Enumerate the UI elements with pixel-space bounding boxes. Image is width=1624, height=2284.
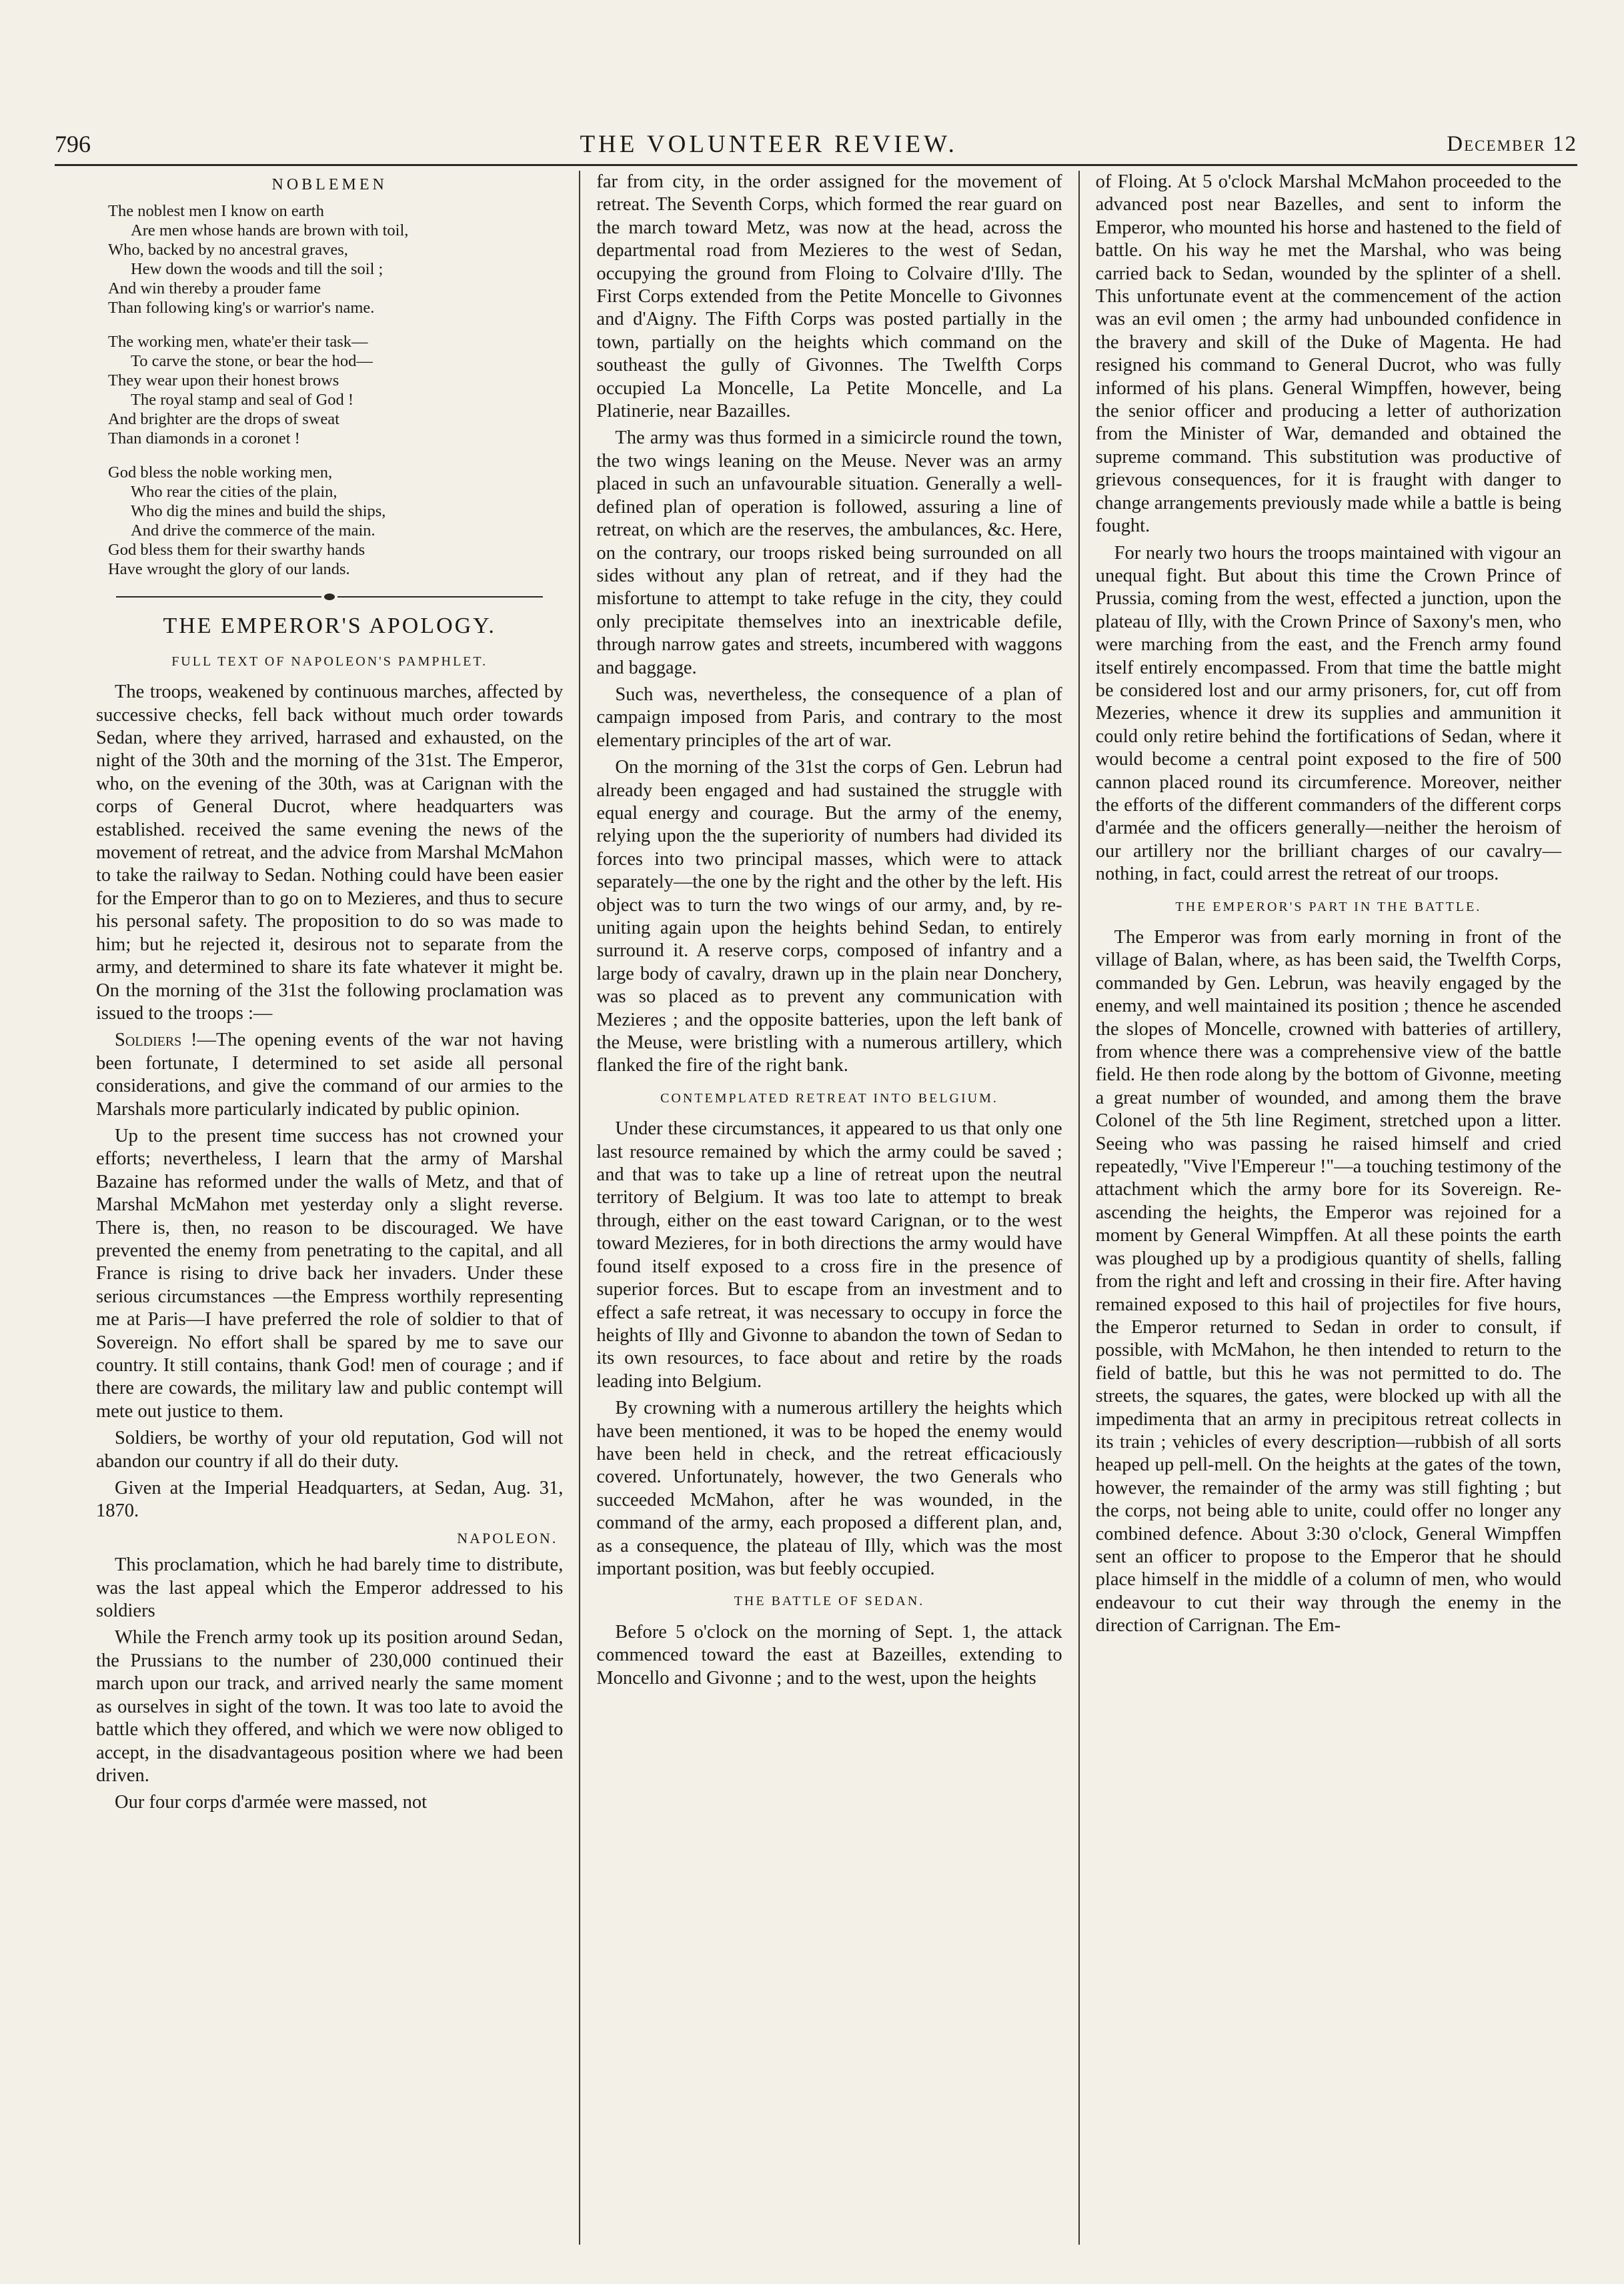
paragraph: This proclamation, which he had barely time to distribute, was the last appeal which the Emperor addressed to his soldiers <box>96 1554 564 1622</box>
paragraph: For nearly two hours the troops maintained with vigour an unequal fight. But about this time the Crown Prince of Prussia, coming from the west, effected a junction, upon the plateau of Illy, with the Crown Prince of Saxony's men, who were marching from the east, and the French army found itself entirely encompassed. From that time the battle might be considered lost and our army prisoners, for, cut off from Mezeries, whence it drew its supplies and ammunition it could only retire behind the fortifications of Sedan, where it would become a central point exposed to the fire of 500 cannon placed round its circumference. Moreover, neither the efforts of the different commanders of the different corps d'armée and the officers generally—neither the heroism of our artillery nor the brilliant charges of our cavalry—nothing, in fact, could arrest the retreat of our troops. <box>1095 542 1561 885</box>
section-heading: THE EMPEROR'S PART IN THE BATTLE. <box>1175 899 1482 914</box>
paragraph: Our four corps d'armée were massed, not <box>115 1792 428 1813</box>
poem-stanza <box>108 201 563 317</box>
paragraph: The army was thus formed in a simicircle round the town, the two wings leaning on the Meuse. Never was an army placed in such an unfavourable situation. Generally a well-defined plan of operation is followed, assuring a line of retreat, on which are the reserves, the ambulances, &c. Here, on the contrary, our troops risked being surrounded on all sides without any plan of retreat, and if they had the misfortune to attempt to take refuge in the city, they could only precipitate themselves into an inextricable defile, through narrow gates and streets, incumbered with waggons and baggage. <box>596 427 1062 678</box>
column-2 <box>579 171 1078 2245</box>
poem-line: The noblest men I know on earth <box>108 202 324 221</box>
paragraph: While the French army took up its position around Sedan, the Prussians to the number of 230,000 continued their march upon our track, and arrived nearly the same moment as ourselves in sight of the town. It was too late to avoid the battle which they offered, and which we were now obliged to accept, in the disadvantageous position where we had been driven. <box>96 1627 564 1786</box>
poem-line: Are men whose hands are brown with toil, <box>131 221 409 240</box>
poem-line: And drive the commerce of the main. <box>131 521 375 540</box>
publication-title: THE VOLUNTEER REVIEW. <box>580 130 958 158</box>
text-columns <box>80 171 1577 2245</box>
poem-line: Who dig the mines and build the ships, <box>131 502 386 521</box>
poem-line: Hew down the woods and till the soil ; <box>131 260 383 279</box>
poem-line: Than diamonds in a coronet ! <box>108 429 300 448</box>
poem-line: And brighter are the drops of sweat <box>108 410 339 429</box>
column-1 <box>80 171 579 2245</box>
paragraph: far from city, in the order assigned for the movement of retreat. The Seventh Corps, which formed the rear guard on the march toward Metz, was now at the head, across the departmental road from Mezieres to the west of Sedan, occupying the ground from Floing to Colvaire d'Illy. The First Corps extended from the Petite Moncelle to Givonnes and d'Aigny. The Fifth Corps was posted partially in the town, partially on the heights which command on the southeast the gully of Givonnes. The Twelfth Corps occupied La Moncelle, La Petite Moncelle, and La Platinerie, near Bazailles. <box>596 171 1062 422</box>
paragraph: Soldiers, be worthy of your old reputation, God will not abandon our country if all do their duty. <box>96 1428 564 1472</box>
paragraph: The Emperor was from early morning in front of the village of Balan, where, as has been said, the Twelfth Corps, commanded by Gen. Lebrun, was heavily engaged by the enemy, and well maintained its position ; thence he ascended the slopes of Moncelle, crowned with batteries of artillery, from whence there was a comprehensive view of the battle field. He then rode along by the bottom of Givonne, meeting a great number of wounded, and among them the brave Colonel of the 5th line Regiment, stretched upon a litter. Seeing who was passing he raised himself and cried repeatedly, "Vive l'Empereur !"—a touching testimony of the attachment which the army bore for its Sovereign. Re-ascending the heights, the Emperor was rejoined for a moment by General Wimpffen. At all these points the earth was ploughed up by a prodigious quantity of shells, falling from the right and left and crossing in their fire. After having remained exposed to this hail of projectiles for five hours, the Emperor returned to Sedan in order to consult, if possible, with McMahon, he then intended to return to the field of battle, but this he was not permitted to do. The streets, the squares, the gates, were blocked up with all the impedimenta that an army in precipitous retreat collects in its train ; vehicles of every description—rubbish of all sorts heaped up pell-mell. On the heights at the gates of the town, however, the remainder of the army was still fighting ; but the corps, not being able to unite, could offer no longer any combined defence. About 3:30 o'clock, General Wimpffen sent an officer to propose to the Emperor that he should place himself in the middle of a column of men, who would endeavour to cut their way through the enemy in the direction of Carrignan. The Em- <box>1095 927 1561 1636</box>
poem-line: God bless them for their swarthy hands <box>108 541 365 559</box>
poem-line: And win thereby a prouder fame <box>108 279 321 298</box>
poem-line: God bless the noble working men, <box>108 463 333 482</box>
poem-line: Than following king's or warrior's name. <box>108 299 375 317</box>
paragraph: of Floing. At 5 o'clock Marshal McMahon proceeded to the advanced post near Bazelles, and sent to inform the Emperor, who mounted his horse and hastened to the field of battle. On his way he met the Marshal, who was being carried back to Sedan, wounded by the splinter of a shell. This unfortunate event at the commencement of the action was an evil omen ; the army had unbounded confidence in the bravery and skill of the Duke of Magenta. He had resigned his command to General Ducrot, who was fully informed of his plans. General Wimpffen, however, being the senior officer and producing a letter of authorization from the Minister of War, demanded and obtained the supreme command. This substitution was productive of grievous consequences, for it is fraught with danger to change arrangements previously made while a battle is being fought. <box>1095 171 1561 537</box>
column-3 <box>1078 171 1577 2245</box>
section-heading: CONTEMPLATED RETREAT INTO BELGIUM. <box>660 1090 998 1106</box>
signature: NAPOLEON. <box>457 1529 558 1546</box>
paragraph: By crowning with a numerous artillery the heights which have been mentioned, it was to be hoped the enemy would have been held in check, and the retreat efficaciously covered. Unfortunately, however, the two Generals who succeeded McMahon, after he was wounded, in the command of the army, each proposed a different plan, and, as a consequence, the plateau of Illy, which was the most important position, was but feebly occupied. <box>596 1398 1062 1579</box>
poem-line: The working men, whate'er their task— <box>108 333 368 351</box>
proclamation-text: —The opening events of the war not having been fortunate, I determined to set aside all personal considerations, and give the command of our armies to the Marshals more particularly indicated by public opinion. <box>96 1030 564 1120</box>
poem-stanza <box>108 332 563 448</box>
poem-line: Have wrought the glory of our lands. <box>108 560 350 579</box>
paragraph: Up to the present time success has not crowned your efforts; nevertheless, I learn that the army of Marshal Bazaine has reformed under the walls of Metz, and that of Marshal McMahon met yesterday only a slight reverse. There is, then, no reason to be discouraged. We have prevented the enemy from penetrating to the capital, and all France is rising to drive back her invaders. Under these serious circumstances —the Empress worthily representing me at Paris—I have preferred the role of soldier to that of Sovereign. No effort shall be spared by me to save our country. It still contains, thank God! men of courage ; and if there are cowards, the military law and public contempt will mete out justice to them. <box>96 1125 564 1422</box>
section-heading: THE BATTLE OF SEDAN. <box>734 1594 925 1609</box>
article-subtitle: FULL TEXT OF NAPOLEON'S PAMPHLET. <box>171 654 488 669</box>
poem-title: NOBLEMEN <box>271 176 387 193</box>
poem-line: The royal stamp and seal of God ! <box>131 391 354 409</box>
paragraph: Given at the Imperial Headquarters, at Sedan, Aug. 31, 1870. <box>96 1478 564 1522</box>
paragraph: Such was, nevertheless, the consequence of a plan of campaign imposed from Paris, and contrary to the most elementary principles of the art of war. <box>596 684 1062 751</box>
header-rule <box>55 164 1577 166</box>
paragraph: Under these circumstances, it appeared to us that only one last resource remained by which the army could be saved ; and that was to take up a line of retreat upon the neutral territory of Belgium. It was too late to attempt to break through, either on the east toward Carignan, or to the west toward Mezieres, for in both directions the army would have found itself exposed to a cross fire in the presence of superior forces. But to escape from an investment and to effect a safe retreat, it was necessary to occupy in force the heights of Illy and Givonne to abandon the town of Sedan to its own resources, to face about and retire by the roads leading into Belgium. <box>596 1118 1062 1392</box>
ornamental-rule <box>116 594 543 600</box>
proclamation-paragraph <box>96 1029 563 1121</box>
paragraph: The troops, weakened by continuous marches, affected by successive checks, fell back without much order towards Sedan, where they arrived, harrased and exhausted, on the night of the 30th and the morning of the 31st. The Emperor, who, on the evening of the 30th, was at Carignan with the corps of General Ducrot, where headquarters was established. received the same evening the news of the movement of retreat, and the advice from Marshal McMahon to take the railway to Sedan. Nothing could have been easier for the Emperor than to go on to Mezieres, and thus to secure his personal safety. The proposition to do so was made to him; but he rejected it, desirous not to separate from the army, and determined to share its fate whatever it might be. On the morning of the 31st the following proclamation was issued to the troops :— <box>96 682 564 1024</box>
poem-stanza <box>108 463 563 579</box>
poem-line: Who rear the cities of the plain, <box>131 483 337 501</box>
poem-line: To carve the stone, or bear the hod— <box>131 352 373 371</box>
paragraph: Before 5 o'clock on the morning of Sept. 1, the attack commenced toward the east at Bazeilles, extending to Moncello and Givonne ; and to the west, upon the heights <box>596 1621 1062 1688</box>
paragraph: On the morning of the 31st the corps of Gen. Lebrun had already been engaged and had sustained the struggle with equal energy and courage. But the army of the enemy, relying upon the the superiority of numbers had divided its forces into two principal masses, which were to attack separately—the one by the right and the other by the left. His object was to turn the two wings of our army, and, by re-uniting again upon the heights behind Sedan, to entirely surround it. A reserve corps, composed of infantry and a large body of cavalry, drawn up in the plain near Donchery, was so placed as to prevent any communication with Mezieres ; and the opposite batteries, upon the left bank of the Meuse, were bristling with a numerous artillery, which flanked the fire of the right bank. <box>596 757 1062 1076</box>
issue-date: December 12 <box>1447 131 1577 156</box>
page-number: 796 <box>55 131 91 157</box>
poem-line: Who, backed by no ancestral graves, <box>108 241 348 259</box>
poem-line: They wear upon their honest brows <box>108 371 339 390</box>
proclamation-lead: Soldiers ! <box>115 1030 197 1051</box>
running-head <box>55 125 1577 163</box>
article-title: THE EMPEROR'S APOLOGY. <box>163 614 496 639</box>
